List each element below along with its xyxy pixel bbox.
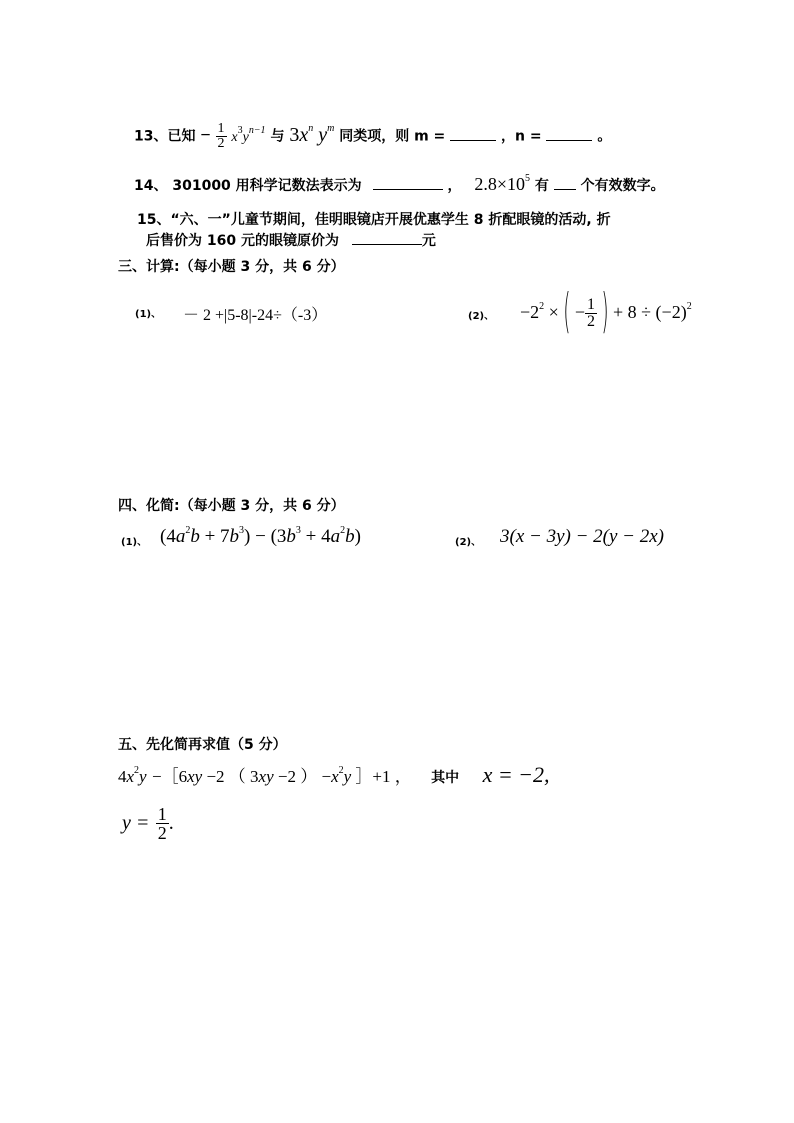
- q15-blank[interactable]: [352, 230, 422, 245]
- q13-suffix: 同类项，则 m =: [339, 128, 451, 145]
- q13-mid: 与: [270, 128, 285, 145]
- question-14: [134, 174, 665, 195]
- s5-y-value: y = $\frac{1}{2}$ .: [122, 804, 174, 843]
- s5-where: 其中: [431, 770, 460, 786]
- q14-blank-digits[interactable]: [554, 175, 576, 190]
- s3-p1-expr: － 2 +|5-8|-24÷（-3）: [183, 307, 328, 324]
- s4-p2-label: (2)、: [455, 537, 482, 548]
- q13-term2: $3x^n$ $y^m$: [289, 122, 335, 146]
- s4-p1-expr: $(4a^2b + 7b^3) - (3b^3 + 4a^2b)$: [160, 524, 361, 547]
- q13-fraction: $\frac{1}{2}$: [217, 121, 225, 151]
- q15-line1: 15、“六、一”儿童节期间，佳明眼镜店开展优惠学生 8 折配眼镜的活动, 折: [137, 212, 611, 228]
- section-4-title: 四、化简:（每小题 3 分，共 6 分）: [118, 498, 345, 514]
- q13-prefix: 13、已知: [134, 128, 196, 145]
- s5-expression: $4x^2y$ −［6xy −2 （ 3xy −2 ） $-x^2y$ ］+1 ， 其中 x = −2,: [118, 762, 550, 787]
- q13-term1: $x^3y^{n-1}$: [231, 124, 266, 145]
- q15-line2: 后售价为 160 元的眼镜原价为 元: [146, 230, 436, 250]
- q13-blank-m[interactable]: [450, 126, 496, 141]
- q14-sci: $2.8\times 10^5$: [474, 173, 530, 194]
- q14-text: 14、 301000 用科学记数法表示为: [134, 178, 362, 194]
- q14-suffix: 有: [534, 178, 549, 194]
- q14-comma: ，: [447, 178, 462, 194]
- q13-end: 。: [597, 128, 612, 145]
- q13-blank-n[interactable]: [546, 126, 592, 141]
- s4-p2-expr: 3(x − 3y) − 2(y − 2x): [500, 526, 665, 547]
- section-3-title: 三、计算:（每小题 3 分，共 6 分）: [118, 259, 345, 275]
- s3-p1-label: (1)、: [135, 309, 162, 320]
- question-13: 13、已知 − $\frac{1}{2}$ $x^3y^{n-1}$ 与 $3x^n$ $y^m$ 同类项，则 m = ，n = 。: [134, 121, 612, 151]
- s3-p2-expr: $-2^2$ × ( − $\frac{1}{2}$ ) + $8 \div (-2)^2$: [520, 285, 692, 340]
- s4-p1-label: (1)、: [121, 537, 148, 548]
- q14-blank-sci[interactable]: [373, 175, 443, 190]
- q13-sep: ，n =: [501, 128, 542, 145]
- s5-x-value: x = −2,: [482, 762, 550, 787]
- q14-suffix2: 个有效数字。: [580, 178, 665, 194]
- s3-p2-label: (2)、: [468, 311, 495, 322]
- section-5-title: 五、先化简再求值（5 分）: [118, 737, 287, 753]
